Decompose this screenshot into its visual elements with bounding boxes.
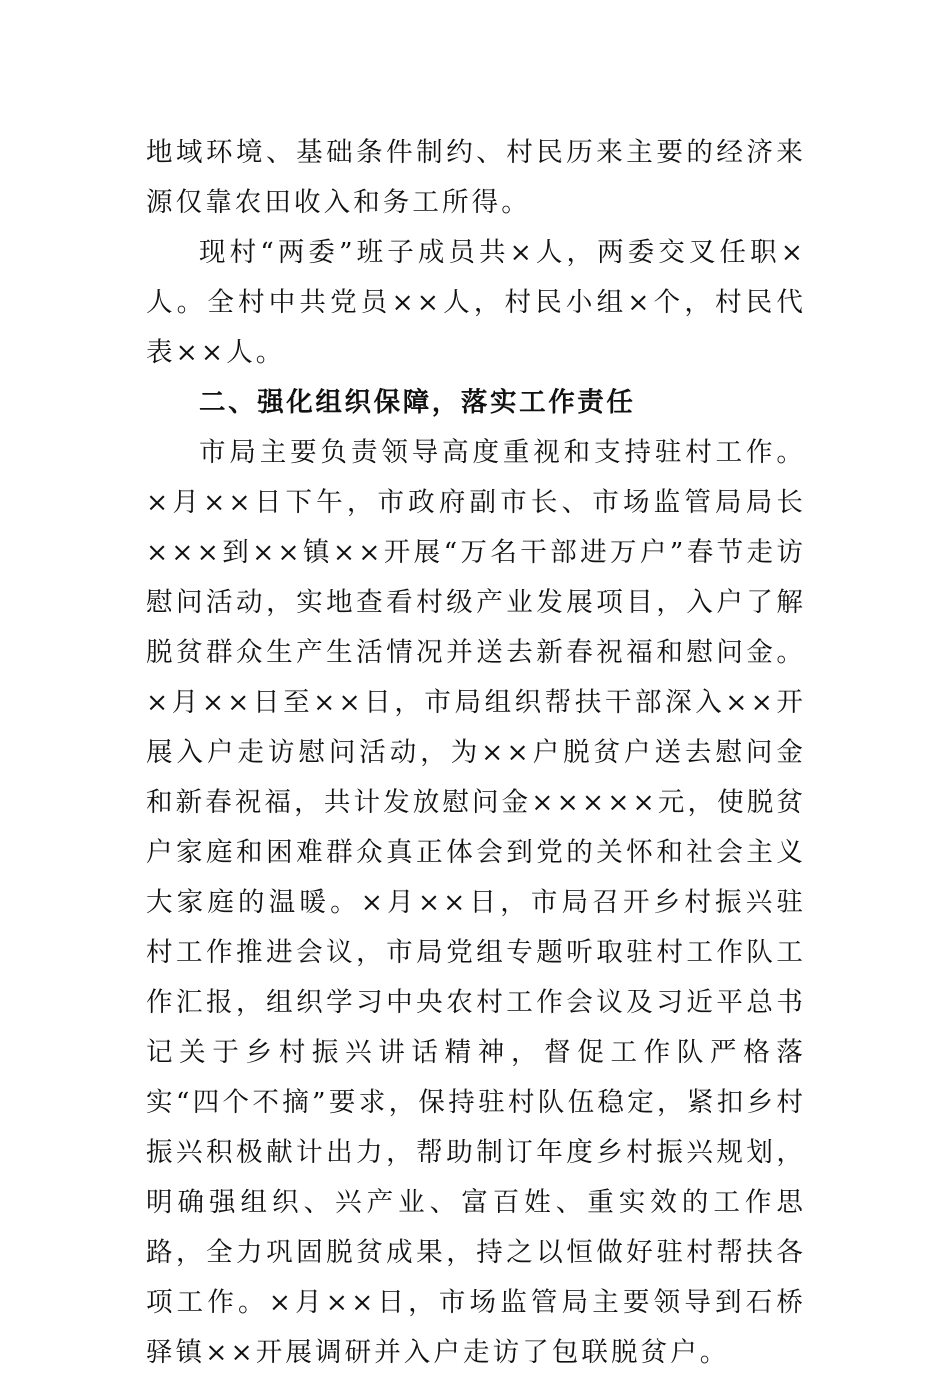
section-heading: 二、强化组织保障，落实工作责任 [199,387,636,418]
paragraph-continuation: 地域环境、基础条件制约、村民历来主要的经济来源仅靠农田收入和务工所得。 [146,137,806,218]
paragraph-committee-members: 现村“两委”班子成员共×人，两委交叉任职×人。全村中共党员××人，村民小组×个，村民代表××人。 [146,237,806,368]
document-body [146,128,806,1378]
paragraph-leadership-support: 市局主要负责领导高度重视和支持驻村工作。×月××日下午，市政府副市长、市场监管局局长×××到××镇××开展“万名干部进万户”春节走访慰问活动，实地查看村级产业发展项目，入户了解脱贫群众生产生活情况并送去新春祝福和慰问金。×月××日至××日，市局组织帮扶干部深入××开展入户走访慰问活动，为××户脱贫户送去慰问金和新春祝福，共计发放慰问金×××××元，使脱贫户家庭和困难群众真正体会到党的关怀和社会主义大家庭的温暖。×月××日，市局召开乡村振兴驻村工作推进会议，市局党组专题听取驻村工作队工作汇报，组织学习中央农村工作会议及习近平总书记关于乡村振兴讲话精神，督促工作队严格落实“四个不摘”要求，保持驻村队伍稳定，紧扣乡村振兴积极献计出力，帮助制订年度乡村振兴规划，明确强组织、兴产业、富百姓、重实效的工作思路，全力巩固脱贫成果，持之以恒做好驻村帮扶各项工作。×月××日，市场监管局主要领导到石桥驿镇××开展调研并入户走访了包联脱贫户。 [146,437,806,1368]
